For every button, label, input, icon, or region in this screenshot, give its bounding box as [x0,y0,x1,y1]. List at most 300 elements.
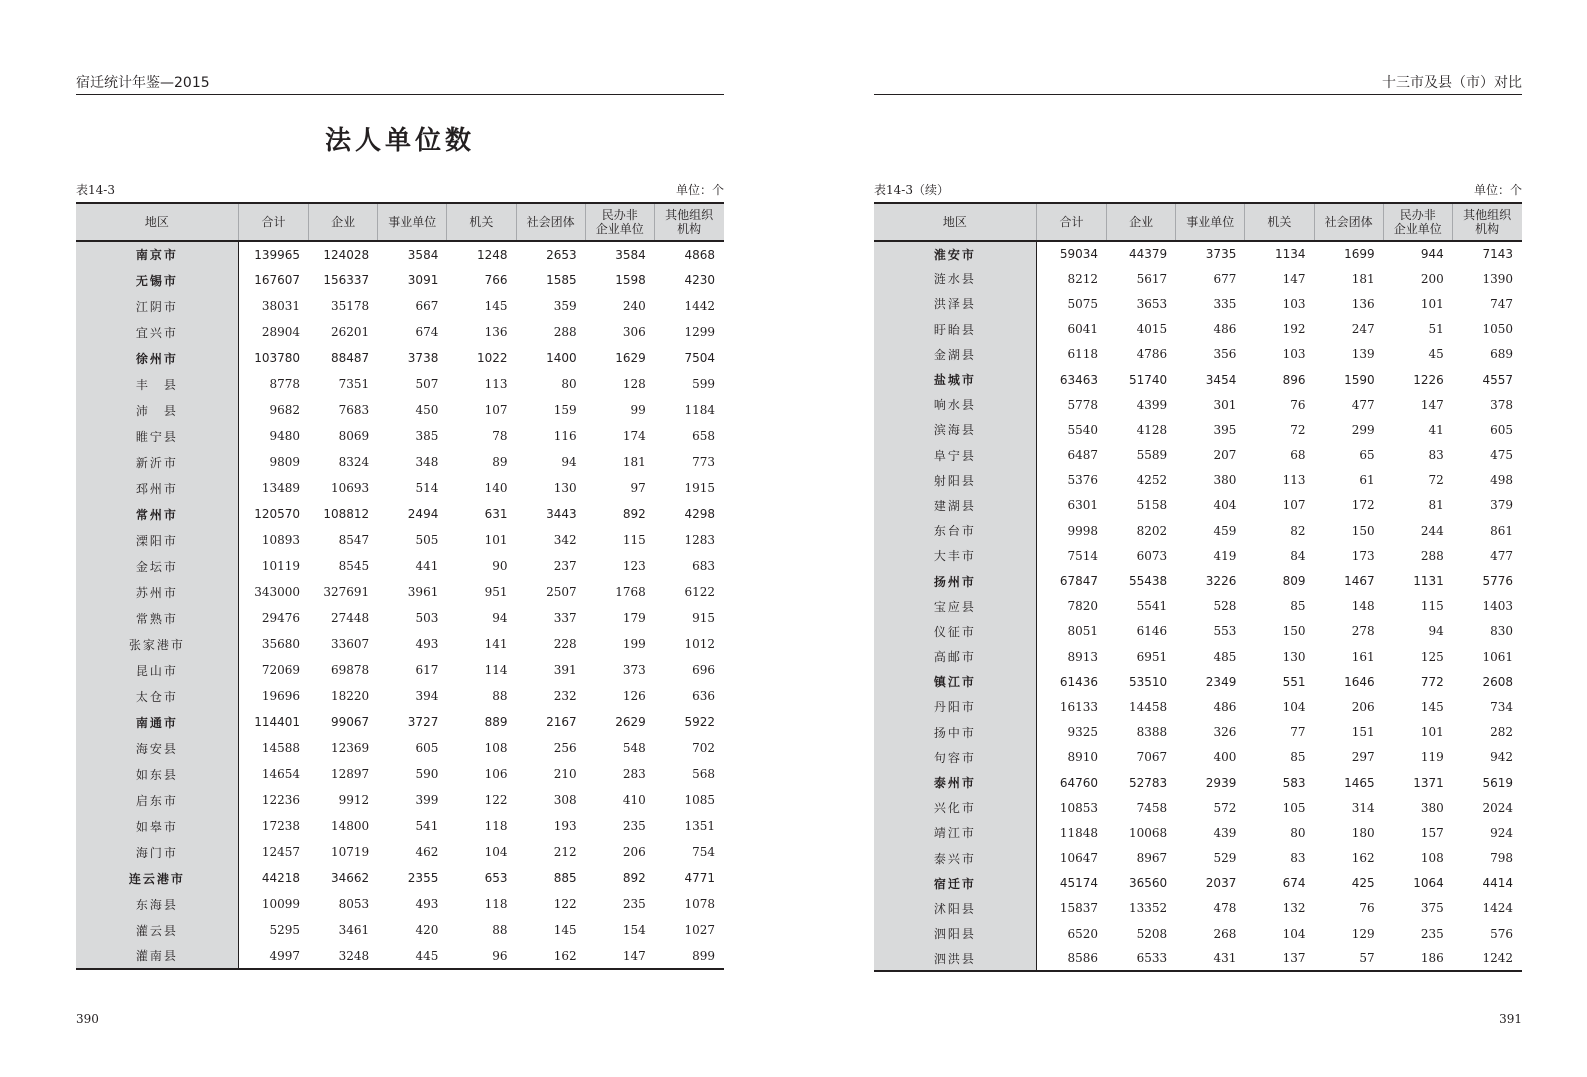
region-cell: 镇江市 [874,669,1036,694]
value-cell: 553 [1176,619,1245,644]
value-cell: 137 [1245,946,1314,971]
value-cell: 99 [585,397,654,423]
value-cell: 1442 [654,293,723,319]
region-cell: 洪泽县 [874,291,1036,316]
table-row [874,392,1522,417]
value-cell: 5075 [1036,291,1106,316]
value-cell: 734 [1452,694,1521,719]
value-cell: 485 [1176,644,1245,669]
region-cell: 盱眙县 [874,317,1036,342]
value-cell: 5158 [1107,493,1176,518]
value-cell: 754 [654,839,723,865]
value-cell: 9480 [238,423,308,449]
value-cell: 2939 [1176,770,1245,795]
value-cell: 658 [654,423,723,449]
value-cell: 689 [1452,342,1521,367]
value-cell: 67847 [1036,568,1106,593]
value-cell: 6041 [1036,317,1106,342]
region-cell: 如东县 [76,761,238,787]
region-cell: 高邮市 [874,644,1036,669]
value-cell: 53510 [1107,669,1176,694]
value-cell: 8547 [309,527,378,553]
region-cell: 大丰市 [874,543,1036,568]
region-cell: 南京市 [76,241,238,267]
value-cell: 3961 [378,579,447,605]
value-cell: 82 [1245,518,1314,543]
value-cell: 72 [1245,417,1314,442]
value-cell: 154 [585,917,654,943]
statistics-table [874,202,1522,972]
value-cell: 380 [1383,795,1452,820]
value-cell: 1371 [1383,770,1452,795]
table-row [874,770,1522,795]
value-cell: 101 [447,527,516,553]
value-cell: 677 [1176,266,1245,291]
table-row [874,241,1522,266]
value-cell: 1585 [516,267,585,293]
value-cell: 85 [1245,594,1314,619]
column-header: 地区 [76,203,238,241]
table-row [874,820,1522,845]
value-cell: 944 [1383,241,1452,266]
column-header: 企业 [309,203,378,241]
table-row [76,605,724,631]
value-cell: 147 [1383,392,1452,417]
value-cell: 885 [516,865,585,891]
table-row [76,943,724,969]
value-cell: 88 [447,683,516,709]
value-cell: 4786 [1107,342,1176,367]
value-cell: 486 [1176,317,1245,342]
table-row [874,417,1522,442]
table-row [874,846,1522,871]
column-header: 事业单位 [1176,203,1245,241]
value-cell: 63463 [1036,367,1106,392]
value-cell: 120570 [238,501,308,527]
value-cell: 57 [1314,946,1383,971]
value-cell: 83 [1383,443,1452,468]
value-cell: 33607 [309,631,378,657]
page-title: 法人单位数 [324,126,475,156]
value-cell: 1465 [1314,770,1383,795]
value-cell: 942 [1452,745,1521,770]
value-cell: 8388 [1107,720,1176,745]
column-header: 企业 [1107,203,1176,241]
value-cell: 4868 [654,241,723,267]
table-row [76,267,724,293]
value-cell: 172 [1314,493,1383,518]
value-cell: 8212 [1036,266,1106,291]
value-cell: 206 [585,839,654,865]
value-cell: 493 [378,891,447,917]
value-cell: 140 [447,475,516,501]
table-row [76,345,724,371]
value-cell: 1390 [1452,266,1521,291]
table-row [76,423,724,449]
value-cell: 12369 [309,735,378,761]
value-cell: 44379 [1107,241,1176,266]
value-cell: 301 [1176,392,1245,417]
region-cell: 滨海县 [874,417,1036,442]
region-cell: 沛 县 [76,397,238,423]
value-cell: 51740 [1107,367,1176,392]
table-row [874,493,1522,518]
value-cell: 9998 [1036,518,1106,543]
value-cell: 5617 [1107,266,1176,291]
value-cell: 103780 [238,345,308,371]
value-cell: 108812 [309,501,378,527]
region-cell: 徐州市 [76,345,238,371]
value-cell: 1467 [1314,568,1383,593]
value-cell: 1064 [1383,871,1452,896]
value-cell: 81 [1383,493,1452,518]
table-header-row [874,203,1522,241]
region-cell: 阜宁县 [874,443,1036,468]
value-cell: 61 [1314,468,1383,493]
value-cell: 1085 [654,787,723,813]
value-cell: 7514 [1036,543,1106,568]
value-cell: 240 [585,293,654,319]
value-cell: 34662 [309,865,378,891]
value-cell: 306 [585,319,654,345]
value-cell: 702 [654,735,723,761]
value-cell: 3443 [516,501,585,527]
value-cell: 892 [585,865,654,891]
value-cell: 3454 [1176,367,1245,392]
region-cell: 海安县 [76,735,238,761]
value-cell: 667 [378,293,447,319]
value-cell: 6122 [654,579,723,605]
value-cell: 10647 [1036,846,1106,871]
value-cell: 798 [1452,846,1521,871]
value-cell: 118 [447,813,516,839]
table-row [874,594,1522,619]
value-cell: 1134 [1245,241,1314,266]
value-cell: 167607 [238,267,308,293]
value-cell: 150 [1245,619,1314,644]
region-cell: 灌南县 [76,943,238,969]
value-cell: 101 [1383,291,1452,316]
table-row [874,720,1522,745]
value-cell: 899 [654,943,723,969]
region-cell: 涟水县 [874,266,1036,291]
region-cell: 邳州市 [76,475,238,501]
value-cell: 308 [516,787,585,813]
region-cell: 张家港市 [76,631,238,657]
region-cell: 连云港市 [76,865,238,891]
region-cell: 泗阳县 [874,921,1036,946]
running-head: 十三市及县（市）对比 [874,74,1522,95]
value-cell: 122 [447,787,516,813]
region-cell: 丰 县 [76,371,238,397]
value-cell: 282 [1452,720,1521,745]
value-cell: 1768 [585,579,654,605]
value-cell: 462 [378,839,447,865]
value-cell: 2608 [1452,669,1521,694]
table-row [874,317,1522,342]
right-page [874,0,1522,1077]
value-cell: 2507 [516,579,585,605]
value-cell: 181 [1314,266,1383,291]
value-cell: 45 [1383,342,1452,367]
value-cell: 431 [1176,946,1245,971]
region-cell: 睢宁县 [76,423,238,449]
value-cell: 747 [1452,291,1521,316]
value-cell: 19696 [238,683,308,709]
column-header: 其他组织 机构 [654,203,723,241]
value-cell: 26201 [309,319,378,345]
value-cell: 180 [1314,820,1383,845]
table-row [76,475,724,501]
value-cell: 1131 [1383,568,1452,593]
value-cell: 348 [378,449,447,475]
value-cell: 51 [1383,317,1452,342]
value-cell: 35178 [309,293,378,319]
table-row [76,319,724,345]
region-cell: 句容市 [874,745,1036,770]
table-row [76,553,724,579]
value-cell: 4252 [1107,468,1176,493]
value-cell: 6301 [1036,493,1106,518]
value-cell: 1590 [1314,367,1383,392]
table-row [874,871,1522,896]
table-row [76,631,724,657]
value-cell: 335 [1176,291,1245,316]
table-row [874,694,1522,719]
value-cell: 69878 [309,657,378,683]
value-cell: 114401 [238,709,308,735]
value-cell: 8967 [1107,846,1176,871]
value-cell: 103 [1245,342,1314,367]
table-row [874,342,1522,367]
value-cell: 94 [516,449,585,475]
value-cell: 2037 [1176,871,1245,896]
value-cell: 278 [1314,619,1383,644]
value-cell: 235 [585,891,654,917]
table-row [76,683,724,709]
value-cell: 5922 [654,709,723,735]
value-cell: 199 [585,631,654,657]
value-cell: 505 [378,527,447,553]
value-cell: 297 [1314,745,1383,770]
table-row [874,669,1522,694]
table-row [76,891,724,917]
value-cell: 8545 [309,553,378,579]
value-cell: 77 [1245,720,1314,745]
region-cell: 南通市 [76,709,238,735]
value-cell: 145 [516,917,585,943]
value-cell: 576 [1452,921,1521,946]
value-cell: 10099 [238,891,308,917]
value-cell: 283 [585,761,654,787]
value-cell: 162 [1314,846,1383,871]
value-cell: 108 [1383,846,1452,871]
table-row [76,839,724,865]
value-cell: 104 [1245,694,1314,719]
value-cell: 1699 [1314,241,1383,266]
value-cell: 115 [1383,594,1452,619]
value-cell: 8913 [1036,644,1106,669]
value-cell: 115 [585,527,654,553]
region-cell: 太仓市 [76,683,238,709]
value-cell: 162 [516,943,585,969]
value-cell: 156337 [309,267,378,293]
value-cell: 4230 [654,267,723,293]
value-cell: 89 [447,449,516,475]
value-cell: 235 [585,813,654,839]
value-cell: 288 [516,319,585,345]
column-header: 社会团体 [1314,203,1383,241]
value-cell: 400 [1176,745,1245,770]
table-unit: 单位：个 [1473,183,1522,197]
value-cell: 4414 [1452,871,1521,896]
table-row [874,367,1522,392]
value-cell: 419 [1176,543,1245,568]
value-cell: 28904 [238,319,308,345]
region-cell: 泰州市 [874,770,1036,795]
value-cell: 551 [1245,669,1314,694]
region-cell: 东海县 [76,891,238,917]
value-cell: 101 [1383,720,1452,745]
value-cell: 97 [585,475,654,501]
statistics-table [76,202,724,970]
value-cell: 147 [1245,266,1314,291]
table-row [874,921,1522,946]
value-cell: 1403 [1452,594,1521,619]
table-row [76,371,724,397]
value-cell: 1283 [654,527,723,553]
value-cell: 420 [378,917,447,943]
value-cell: 3727 [378,709,447,735]
value-cell: 41 [1383,417,1452,442]
value-cell: 605 [378,735,447,761]
value-cell: 1226 [1383,367,1452,392]
table-row [874,443,1522,468]
value-cell: 2653 [516,241,585,267]
column-header: 合计 [1036,203,1106,241]
column-header: 事业单位 [378,203,447,241]
value-cell: 210 [516,761,585,787]
value-cell: 148 [1314,594,1383,619]
value-cell: 514 [378,475,447,501]
value-cell: 55438 [1107,568,1176,593]
value-cell: 4128 [1107,417,1176,442]
value-cell: 439 [1176,820,1245,845]
value-cell: 99067 [309,709,378,735]
value-cell: 5776 [1452,568,1521,593]
region-cell: 扬中市 [874,720,1036,745]
value-cell: 478 [1176,896,1245,921]
table-row [76,813,724,839]
value-cell: 94 [1383,619,1452,644]
value-cell: 10119 [238,553,308,579]
table-row [874,946,1522,971]
value-cell: 404 [1176,493,1245,518]
value-cell: 8778 [238,371,308,397]
table-row [76,657,724,683]
region-cell: 灌云县 [76,917,238,943]
value-cell: 356 [1176,342,1245,367]
value-cell: 503 [378,605,447,631]
value-cell: 247 [1314,317,1383,342]
region-cell: 射阳县 [874,468,1036,493]
column-header: 机关 [1245,203,1314,241]
value-cell: 36560 [1107,871,1176,896]
value-cell: 65 [1314,443,1383,468]
region-cell: 无锡市 [76,267,238,293]
value-cell: 892 [585,501,654,527]
table-row [76,917,724,943]
value-cell: 830 [1452,619,1521,644]
value-cell: 12897 [309,761,378,787]
value-cell: 88 [447,917,516,943]
region-cell: 新沂市 [76,449,238,475]
value-cell: 10893 [238,527,308,553]
value-cell: 118 [447,891,516,917]
value-cell: 683 [654,553,723,579]
value-cell: 477 [1314,392,1383,417]
table-row [76,241,724,267]
value-cell: 391 [516,657,585,683]
table-row [76,761,724,787]
value-cell: 1299 [654,319,723,345]
region-cell: 靖江市 [874,820,1036,845]
value-cell: 12457 [238,839,308,865]
region-cell: 苏州市 [76,579,238,605]
value-cell: 107 [447,397,516,423]
value-cell: 1242 [1452,946,1521,971]
value-cell: 3248 [309,943,378,969]
value-cell: 232 [516,683,585,709]
value-cell: 83 [1245,846,1314,871]
table-row [874,896,1522,921]
value-cell: 237 [516,553,585,579]
column-header: 机关 [447,203,516,241]
value-cell: 6520 [1036,921,1106,946]
value-cell: 3091 [378,267,447,293]
value-cell: 8069 [309,423,378,449]
value-cell: 3584 [585,241,654,267]
region-cell: 盐城市 [874,367,1036,392]
value-cell: 151 [1314,720,1383,745]
value-cell: 2024 [1452,795,1521,820]
value-cell: 507 [378,371,447,397]
value-cell: 653 [447,865,516,891]
region-cell: 启东市 [76,787,238,813]
value-cell: 18220 [309,683,378,709]
region-cell: 扬州市 [874,568,1036,593]
value-cell: 141 [447,631,516,657]
value-cell: 72 [1383,468,1452,493]
value-cell: 29476 [238,605,308,631]
table-row [76,709,724,735]
value-cell: 90 [447,553,516,579]
table-row [76,501,724,527]
value-cell: 114 [447,657,516,683]
value-cell: 528 [1176,594,1245,619]
value-cell: 10719 [309,839,378,865]
table-row [76,449,724,475]
column-header: 社会团体 [516,203,585,241]
value-cell: 76 [1245,392,1314,417]
value-cell: 72069 [238,657,308,683]
value-cell: 380 [1176,468,1245,493]
value-cell: 38031 [238,293,308,319]
value-cell: 343000 [238,579,308,605]
value-cell: 410 [585,787,654,813]
region-cell: 海门市 [76,839,238,865]
value-cell: 80 [516,371,585,397]
